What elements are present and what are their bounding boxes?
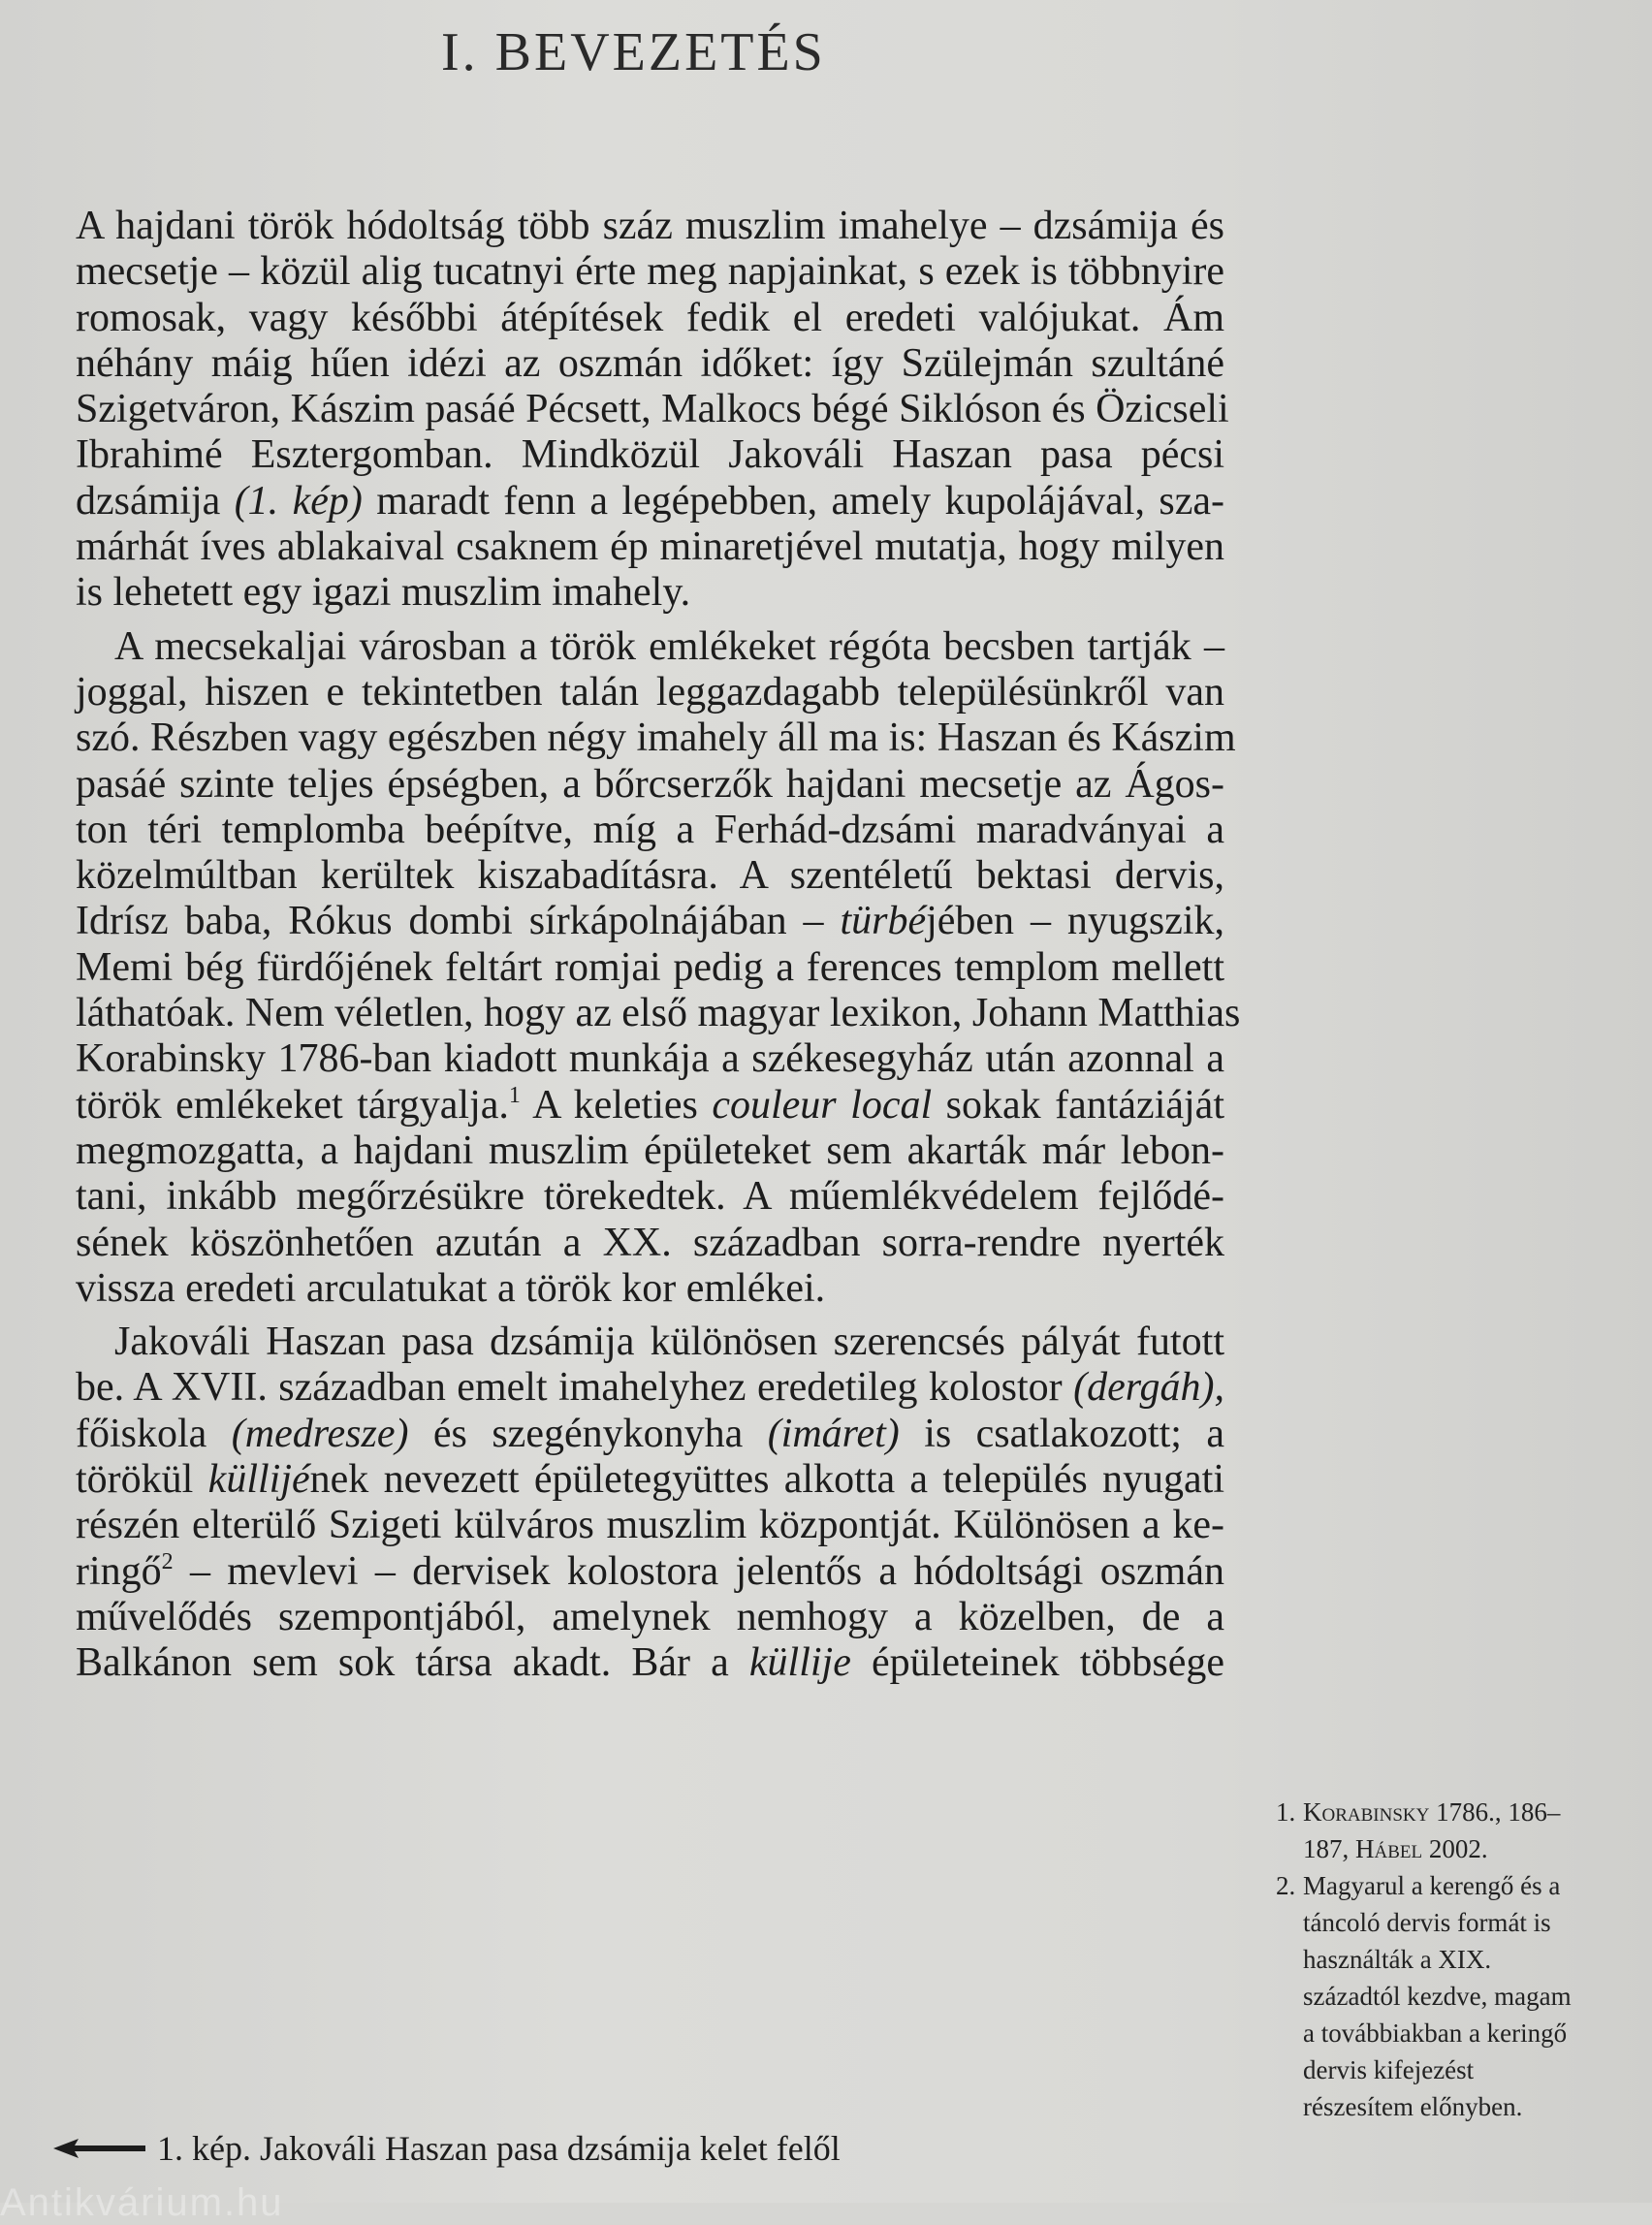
body-line <box>76 1221 1224 1266</box>
footnote-run: 1786., 186–187, <box>1303 1797 1561 1863</box>
footnote-ref: 1 <box>508 1082 521 1108</box>
text-run: maradt fenn a legépebben, amely kupolájával, sza- <box>362 478 1224 524</box>
footnote <box>1276 1867 1576 2125</box>
body-line <box>76 1319 1224 1365</box>
body-line <box>76 432 1224 478</box>
watermark-text: Antikvárium.hu <box>0 2181 284 2224</box>
footnote-text <box>1303 1794 1576 1867</box>
text-run: Szigetváron, Kászim pasáé Pécsett, Malkocs bégé Siklóson és Özicseli <box>76 387 1229 432</box>
text-run: sokak fantáziáját <box>932 1082 1224 1128</box>
body-line <box>76 1036 1224 1082</box>
body-line <box>76 249 1224 295</box>
text-run: mecsetje – közül alig tucatnyi érte meg napjainkat, s ezek is többnyire <box>76 249 1224 295</box>
italic-term: couleur local <box>712 1082 933 1128</box>
text-run: A mecsekaljai városban a török emlékeket régóta becsben tartják – <box>114 623 1224 669</box>
left-arrow-icon <box>53 2137 145 2160</box>
italic-term: (imáret) <box>767 1411 900 1456</box>
footnote-run: Korabinsky <box>1303 1797 1430 1827</box>
text-run: dzsámija <box>76 478 235 524</box>
footnote-number: 1. <box>1276 1797 1296 1827</box>
footnote-number: 2. <box>1276 1871 1296 1900</box>
text-run: – mevlevi – dervisek kolostora jelentős a hódoltsági oszmán <box>173 1548 1224 1594</box>
body-line <box>76 945 1224 991</box>
footnote-ref: 2 <box>161 1548 174 1574</box>
body-line <box>76 1503 1224 1548</box>
italic-term: küllije <box>748 1640 851 1686</box>
text-run: megmozgatta, a hajdani muszlim épületeket sem akarták már lebon- <box>76 1128 1224 1173</box>
body-line <box>76 762 1224 808</box>
text-run: joggal, hiszen e tekintetben talán leggazdagabb településünkről van <box>76 669 1224 715</box>
footnote-text <box>1303 1867 1576 2125</box>
text-run: vissza eredeti arculatukat a török kor emlékei. <box>76 1265 826 1311</box>
body-text <box>76 204 1241 1687</box>
italic-term: türbé <box>840 899 927 944</box>
text-run: Korabinsky 1786-ban kiadott munkája a székesegyház után azonnal a <box>76 1036 1224 1082</box>
body-line <box>76 296 1224 341</box>
body-line <box>76 808 1224 853</box>
body-line <box>76 479 1224 524</box>
body-line <box>76 524 1224 570</box>
text-run: A hajdani török hódoltság több száz muszlim imahelye – dzsámija és <box>76 204 1224 248</box>
figure-caption <box>53 2128 841 2169</box>
body-line <box>76 387 1229 432</box>
text-run: szó. Részben vagy egészben négy imahely áll ma is: Haszan és Kászim <box>76 715 1236 761</box>
text-run: sének köszönhetően azután a XX. században sorra-rendre nyerték <box>76 1220 1224 1265</box>
body-line <box>76 1640 1224 1686</box>
body-line <box>76 899 1224 944</box>
text-run: láthatóak. Nem véletlen, hogy az első magyar lexikon, Johann Matthias <box>76 991 1241 1036</box>
text-run: márhát íves ablakaival csaknem ép minaretjével mutatja, hogy milyen <box>76 524 1224 570</box>
body-line <box>76 1549 1224 1595</box>
text-run: főiskola <box>76 1411 232 1456</box>
footnote-run: Magyarul a kerengő és a táncoló dervis formát is használták a XIX. századtól kezdve, magam a továbbiakban a keringő dervis kifejezést részesítem előnyben. <box>1303 1871 1572 2121</box>
body-line <box>76 1595 1224 1640</box>
text-run: tani, inkább megőrzésükre törekedtek. A műemlékvédelem fejlődé- <box>76 1174 1224 1220</box>
text-run: be. A XVII. században emelt imahelyhez eredetileg kolostor <box>76 1365 1074 1411</box>
text-run: is lehetett egy igazi muszlim imahely. <box>76 570 691 616</box>
text-run: részén elterülő Szigeti külváros muszlim központját. Különösen a ke- <box>76 1503 1224 1548</box>
text-run: nek nevezett épületegyüttes alkotta a település nyugati <box>309 1457 1224 1503</box>
text-run: ton téri templomba beépítve, míg a Ferhád-dzsámi maradványai a <box>76 807 1224 852</box>
italic-term: (1. kép) <box>234 478 363 524</box>
italic-term: küllijé <box>207 1457 310 1503</box>
text-run: művelődés szempontjából, amelynek nemhogy a közelben, de a <box>76 1594 1224 1639</box>
text-run: romosak, vagy későbbi átépítések fedik el eredeti valójukat. Ám <box>76 295 1224 340</box>
body-line <box>76 1128 1224 1174</box>
text-run: A keleties <box>520 1082 713 1128</box>
text-run: néhány máig hűen idézi az oszmán időket: így Szülejmán szultáné <box>76 340 1224 386</box>
chapter-heading: I. BEVEZETÉS <box>441 22 826 82</box>
body-line <box>76 1365 1224 1411</box>
text-run: jében – nyugszik, <box>926 899 1225 944</box>
italic-term: (dergáh), <box>1073 1365 1224 1411</box>
footnote-run: Hábel <box>1355 1834 1423 1863</box>
text-run: épületeinek többsége <box>850 1640 1225 1686</box>
body-line <box>76 624 1224 670</box>
text-run: Balkánon sem sok társa akadt. Bár a <box>76 1640 749 1686</box>
text-run: közelmúltban kerültek kiszabadításra. A szentéletű bektasi dervis, <box>76 853 1224 899</box>
body-line <box>76 991 1241 1036</box>
footnote <box>1276 1794 1576 1867</box>
caption-text: 1. kép. Jakováli Haszan pasa dzsámija kelet felől <box>157 2129 841 2168</box>
text-run: ringő <box>76 1548 162 1594</box>
body-line <box>76 1266 1224 1312</box>
body-line <box>76 570 1224 616</box>
body-line <box>76 670 1224 715</box>
body-line <box>76 715 1236 761</box>
footnote-run: 2002. <box>1422 1834 1488 1863</box>
text-run: Ibrahimé Esztergomban. Mindközül Jakováli Haszan pasa pécsi <box>76 432 1224 478</box>
text-run: Jakováli Haszan pasa dzsámija különösen szerencsés pályát futott <box>114 1319 1224 1365</box>
body-line <box>76 1174 1224 1220</box>
text-run: is csatlakozott; a <box>899 1411 1224 1456</box>
body-line <box>76 341 1224 387</box>
body-line <box>76 1083 1224 1128</box>
italic-term: (medresze) <box>231 1411 409 1456</box>
text-run: török emlékeket tárgyalja. <box>76 1082 509 1128</box>
body-line <box>76 853 1224 899</box>
text-run: pasáé szinte teljes épségben, a bőrcserzők hajdani mecsetje az Ágos- <box>76 761 1224 807</box>
text-run: és szegénykonyha <box>408 1411 768 1456</box>
body-line <box>76 204 1224 249</box>
footnotes <box>1276 1794 1576 2125</box>
text-run: Idrísz baba, Rókus dombi sírkápolnájában – <box>76 899 841 944</box>
text-run: törökül <box>76 1457 208 1503</box>
body-line <box>76 1412 1224 1457</box>
body-line <box>76 1457 1224 1503</box>
text-run: Memi bég fürdőjének feltárt romjai pedig a ferences templom mellett <box>76 944 1224 990</box>
